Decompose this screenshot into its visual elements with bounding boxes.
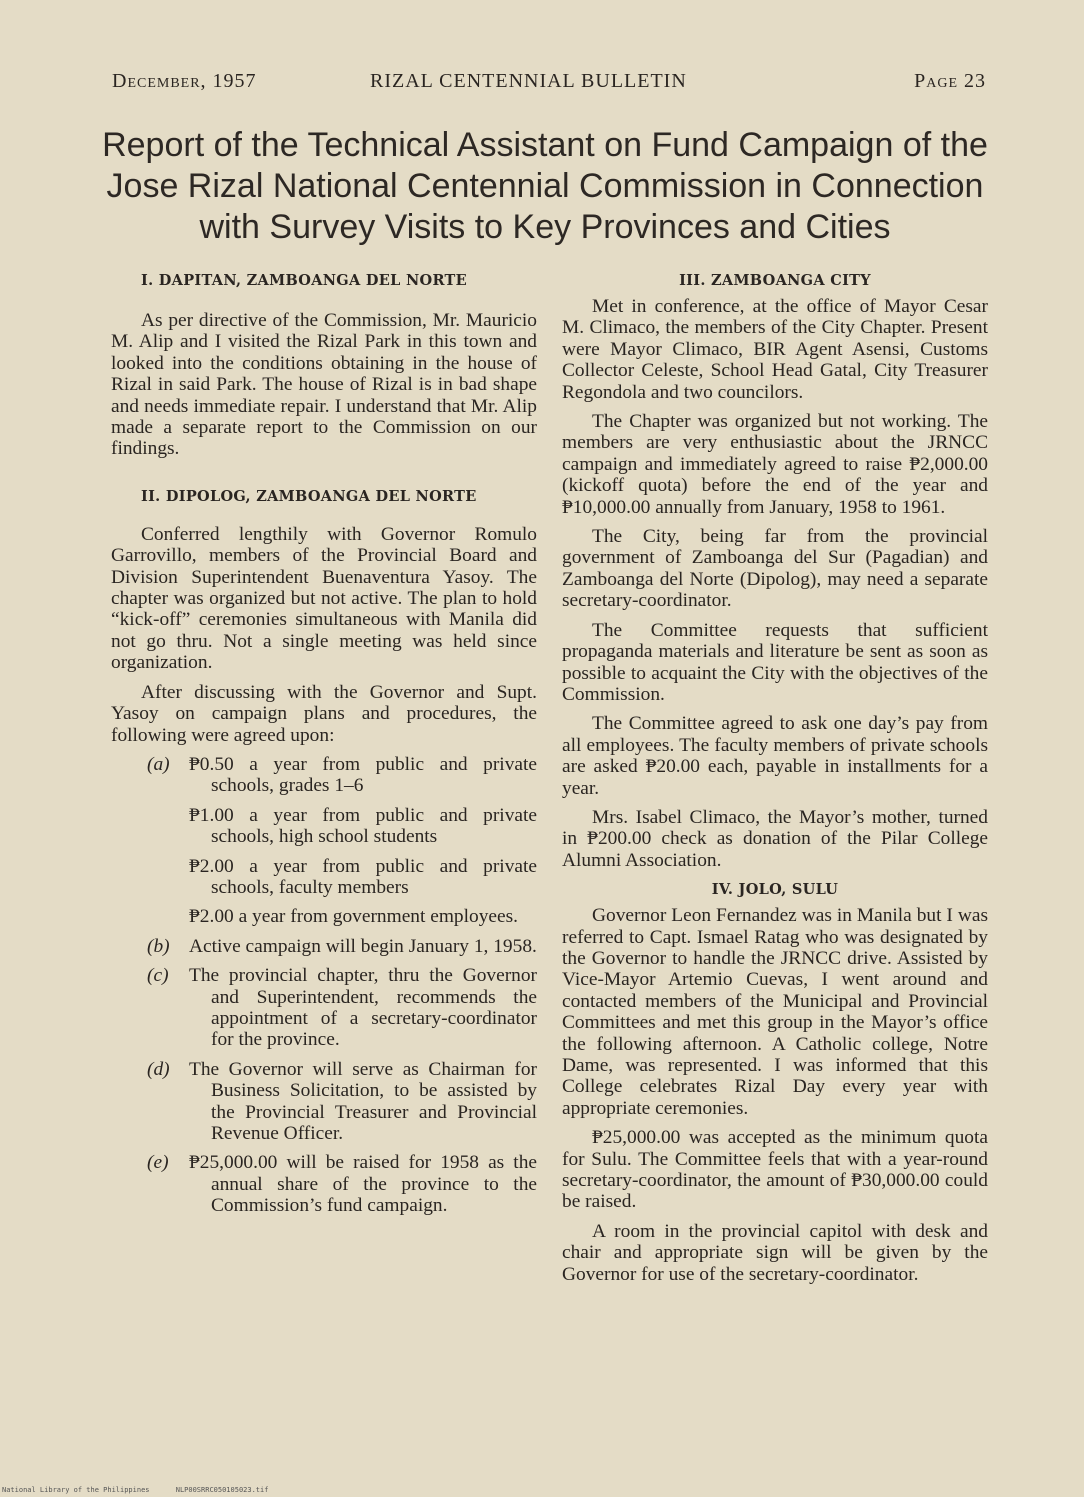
- section-heading-dapitan: I. DAPITAN, ZAMBOANGA DEL NORTE: [141, 272, 467, 289]
- library-credit: National Library of the Philippines: [2, 1486, 150, 1494]
- list-label: (b): [147, 935, 170, 957]
- list-text: The Governor will serve as Chairman for Business Solicitation, to be assisted by the Provincial Treasurer and Provincial Revenue Officer.: [189, 1058, 537, 1144]
- title-line-1: Report of the Technical Assistant on Fund Campaign of the: [102, 126, 988, 164]
- paragraph: Met in conference, at the office of Mayor Cesar M. Climaco, the members of the City Chapter. Present were Mayor Climaco, BIR Agent Asensi, Customs Collector Celeste, School Head Gatal, City Treasurer Regondola and two councilors.: [562, 296, 988, 403]
- paragraph: Mrs. Isabel Climaco, the Mayor’s mother, turned in ₱200.00 check as donation of the Pilar College Alumni Association.: [562, 806, 988, 871]
- list-subitem: ₱1.00 a year from public and private schools, high school students: [189, 804, 537, 848]
- paragraph: The Committee agreed to ask one day’s pay from all employees. The faculty members of private schools are asked ₱20.00 each, payable in installments for a year.: [562, 713, 988, 799]
- paragraph: The Committee requests that sufficient propaganda materials and literature be sent as soon as possible to acquaint the City with the objectives of the Commission.: [562, 619, 988, 705]
- paragraph: As per directive of the Commission, Mr. Mauricio M. Alip and I visited the Rizal Park in this town and looked into the conditions obtaining in the house of Rizal in said Park. The house of Rizal is in bad shape and needs immediate repair. I understand that Mr. Alip made a separate report to the Commission on our findings.: [111, 310, 537, 460]
- running-header: [112, 70, 986, 98]
- article-title: [100, 125, 990, 248]
- list-item-e: [111, 1152, 537, 1216]
- list-text: The provincial chapter, thru the Governor and Superintendent, recommends the appointment of a secretary-coordinator for the province.: [189, 965, 537, 1051]
- paragraph: A room in the provincial capitol with desk and chair and appropriate sign will be given by the Governor for use of the secretary-coordinator.: [562, 1220, 988, 1285]
- section-heading-jolo: IV. JOLO, SULU: [711, 881, 839, 899]
- list-label: (a): [147, 753, 170, 775]
- list-text: ₱0.50 a year from public and private schools, grades 1–6: [189, 753, 537, 797]
- file-name: NLP00SRRC050105023.tif: [175, 1486, 269, 1494]
- issue-date: December, 1957: [112, 70, 257, 92]
- paragraph: Governor Leon Fernandez was in Manila but I was referred to Capt. Ismael Ratag who was designated by the Governor to handle the JRNCC drive. Assisted by Vice-Mayor Artemio Cuevas, I went around and contacted members of the Municipal and Provincial Committees and met this group in the Mayor’s office the following afternoon. A Catholic college, Notre Dame, was represented. I was informed that this College celebrates Rizal Day every year with appropriate ceremonies.: [562, 905, 988, 1119]
- list-label: (e): [147, 1152, 169, 1174]
- paragraph: ₱25,000.00 was accepted as the minimum quota for Sulu. The Committee feels that with a year-round secretary-coordinator, the amount of ₱30,000.00 could be raised.: [562, 1127, 988, 1213]
- right-column: [562, 270, 988, 1293]
- page-number: Page 23: [914, 70, 986, 92]
- list-text: ₱25,000.00 will be raised for 1958 as the annual share of the province to the Commission’s fund campaign.: [189, 1152, 537, 1217]
- paragraph: The City, being far from the provincial government of Zamboanga del Sur (Pagadian) and Zamboanga del Norte (Dipolog), may need a separate secretary-coordinator.: [562, 526, 988, 612]
- list-subitem: ₱2.00 a year from government employees.: [189, 906, 519, 928]
- list-text: Active campaign will begin January 1, 1958.: [189, 935, 537, 957]
- section-heading-zamboanga-city: III. ZAMBOANGA CITY: [679, 272, 871, 289]
- list-subitem: ₱2.00 a year from public and private schools, faculty members: [189, 855, 537, 898]
- paragraph: The Chapter was organized but not working. The members are very enthusiastic about the JRNCC campaign and immediately agreed to raise ₱2,000.00 (kickoff quota) before the end of the year and ₱10,000.00 annually from January, 1958 to 1961.: [562, 411, 988, 518]
- paragraph: After discussing with the Governor and Supt. Yasoy on campaign plans and procedures, the following were agreed upon:: [111, 681, 537, 746]
- list-label: (d): [147, 1058, 170, 1080]
- title-line-3: with Survey Visits to Key Provinces and Cities: [199, 208, 891, 246]
- title-line-2: Jose Rizal National Centennial Commission in Connection: [106, 167, 984, 205]
- scan-footer: [2, 1486, 290, 1494]
- list-item-a: [111, 754, 537, 797]
- list-item-c: [111, 965, 537, 1051]
- left-column: [111, 270, 537, 1225]
- list-item-b: [111, 936, 537, 957]
- publication-name: RIZAL CENTENNIAL BULLETIN: [370, 70, 687, 92]
- section-heading-dipolog: II. DIPOLOG, ZAMBOANGA DEL NORTE: [141, 487, 477, 505]
- list-item-d: [111, 1059, 537, 1145]
- list-label: (c): [147, 965, 169, 987]
- paragraph: Conferred lengthily with Governor Romulo Garrovillo, members of the Provincial Board and Division Superintendent Buenaventura Yasoy. The chapter was organized but not active. The plan to hold “kick-off” ceremonies simultaneous with Manila did not go thru. Not a single meeting was held since organization.: [111, 523, 537, 674]
